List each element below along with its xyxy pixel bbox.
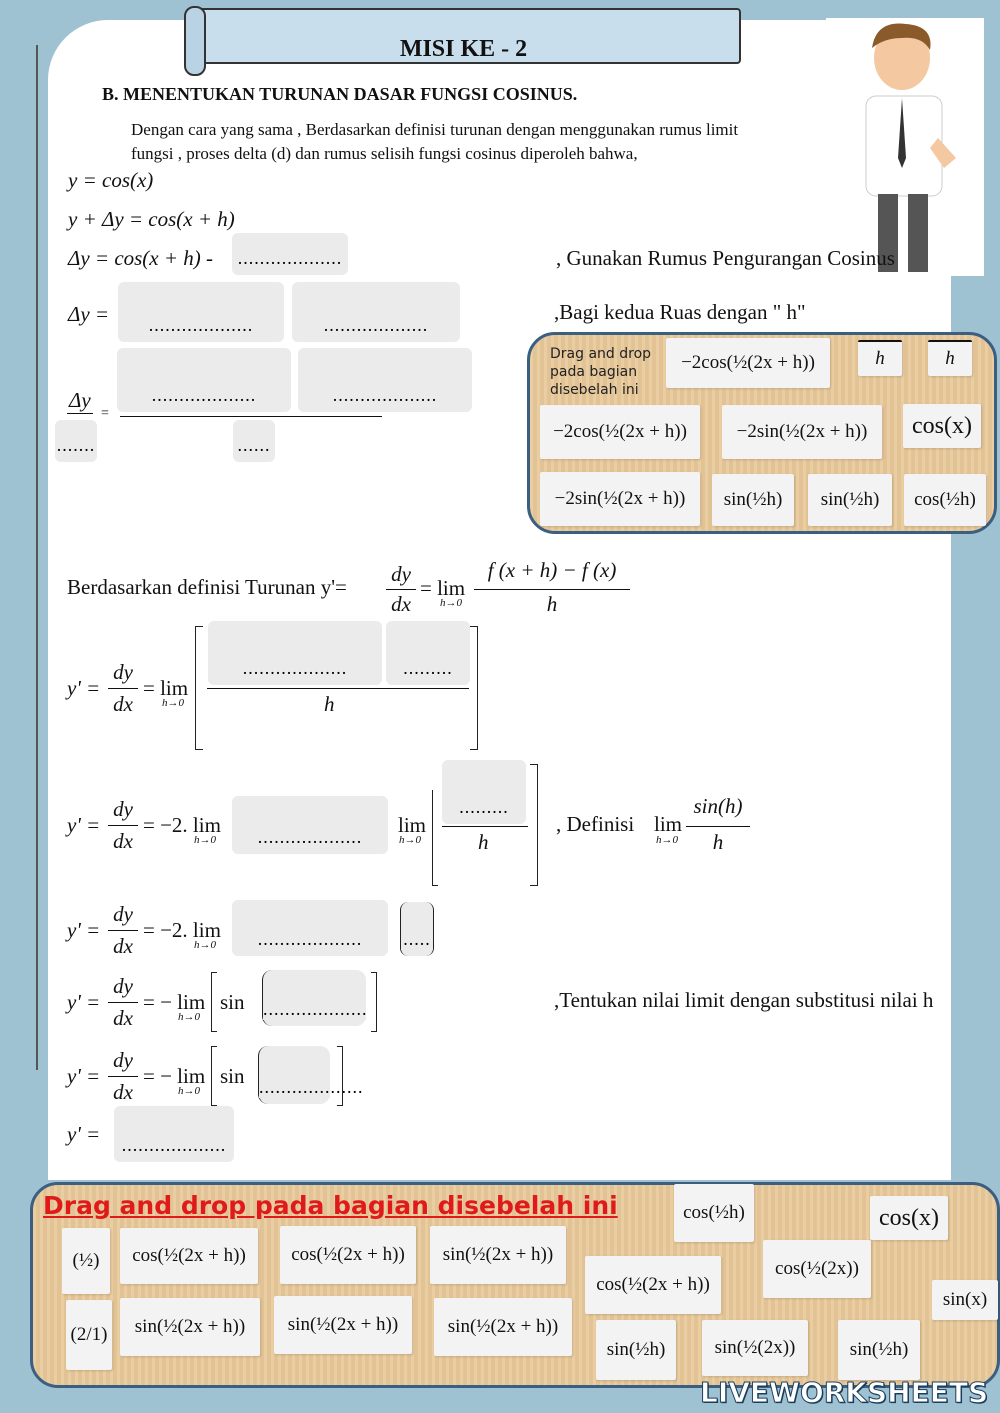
rowA-lim-sub: h→0 [162, 697, 184, 709]
rowE-dx: dx [113, 1080, 133, 1104]
tile-bottom-2[interactable]: (½) [62, 1228, 110, 1294]
note-lim-sub: h→0 [656, 834, 678, 846]
drag-palette-top-label: Drag and drop pada bagian disebelah ini [550, 346, 652, 398]
rowA-yprime: y' = [67, 676, 101, 700]
drop-zone-final-blank: ................... [114, 1135, 234, 1156]
drop-zone-eq5-den-left[interactable] [55, 420, 97, 462]
rowD-neglim: = − lim [143, 990, 206, 1014]
drop-zone-rowC-a-blank: ................... [232, 929, 388, 950]
rowB-dx: dx [113, 829, 133, 853]
drop-zone-final[interactable] [114, 1106, 234, 1162]
note-bar [686, 826, 750, 827]
tile-bottom-10[interactable]: sin(½(2x + h)) [120, 1298, 260, 1356]
tile-top-5[interactable]: cos(x) [903, 404, 981, 448]
drop-zone-rowE[interactable] [258, 1046, 364, 1104]
rowB-lim2: lim [398, 813, 427, 837]
rowB-neg2lim: = −2. lim [143, 813, 221, 837]
rowA-dy-bar [108, 688, 138, 689]
def-denominator: h [546, 592, 558, 616]
drop-zone-eq3-blank: ................... [232, 248, 348, 269]
teacher-figure-icon [826, 18, 984, 276]
note-substitution: ,Tentukan nilai limit dengan substitusi nilai h [554, 988, 934, 1012]
drop-zone-rowA-b[interactable] [386, 621, 470, 685]
fraction-bar-eq5 [120, 416, 382, 417]
tile-bottom-0[interactable]: cos(½h) [674, 1184, 754, 1242]
drag-palette-bottom-label: Drag and drop pada bagian disebelah ini [43, 1191, 618, 1220]
equation-5-numerator: Δy [69, 388, 91, 412]
rowA-h: h [324, 692, 335, 716]
rowD-dy: dy [113, 974, 133, 998]
rowD-sin: sin [220, 990, 245, 1014]
rowD-dy-bar [108, 1002, 138, 1003]
equation-2: y + Δy = cos(x + h) [68, 207, 235, 231]
note-cosine-subtraction: , Gunakan Rumus Pengurangan Cosinus [556, 246, 895, 270]
note-lim: lim [654, 812, 683, 836]
drop-zone-rowB-a-blank: ................... [232, 827, 388, 848]
def-fraction-bar [474, 589, 630, 590]
drop-zone-rowD[interactable] [262, 970, 366, 1026]
rowB-dy: dy [113, 797, 133, 821]
rowC-dy: dy [113, 902, 133, 926]
drop-zone-rowB-a[interactable] [232, 796, 388, 854]
tile-bottom-11[interactable]: sin(½(2x + h)) [274, 1296, 412, 1354]
note-divide-by-h: ,Bagi kedua Ruas dengan " h" [554, 300, 806, 324]
drop-zone-rowD-blank: ................... [263, 999, 368, 1019]
banner-title: MISI KE - 2 [399, 36, 528, 62]
rowE-neglim: = − lim [143, 1064, 206, 1088]
logo-text: LIVEWORKSHEETS [700, 1376, 989, 1409]
drop-zone-rowE-blank: ................... [259, 1077, 364, 1097]
drop-zone-eq5-den[interactable] [233, 420, 275, 462]
drop-zone-eq5-num-a[interactable] [117, 348, 291, 412]
drop-zone-rowB-b-blank: ......... [442, 797, 526, 818]
def-lim-sub: h→0 [440, 597, 462, 609]
equation-5-equals: = [101, 406, 109, 421]
tile-bottom-4[interactable]: cos(½(2x + h)) [280, 1226, 416, 1284]
drop-zone-rowC-b[interactable] [400, 902, 434, 956]
rowA-bracket-right [470, 626, 478, 750]
tile-top-7[interactable]: sin(½h) [712, 474, 794, 526]
rowE-bracket-left [211, 1046, 217, 1106]
tile-bottom-1[interactable]: cos(x) [870, 1196, 948, 1240]
section-heading: B. MENENTUKAN TURUNAN DASAR FUNGSI COSINUS. [102, 84, 578, 104]
tile-bottom-12[interactable]: sin(½(2x + h)) [434, 1298, 572, 1356]
rowB-lim2-sub: h→0 [399, 834, 421, 846]
intro-line-2: fungsi , proses delta (d) dan rumus selisih fungsi cosinus diperoleh bahwa, [131, 144, 638, 163]
intro-line-1: Dengan cara yang sama , Berdasarkan definisi turunan dengan menggunakan rumus limit [131, 120, 739, 139]
tile-bottom-13[interactable]: sin(½h) [596, 1320, 676, 1380]
tile-bottom-5[interactable]: sin(½(2x + h)) [430, 1226, 566, 1284]
rowB-yprime: y' = [67, 813, 101, 837]
liveworksheets-logo [700, 1376, 988, 1409]
derivative-definition-text: Berdasarkan definisi Turunan y'= [67, 575, 347, 599]
tile-bottom-6[interactable]: cos(½(2x + h)) [585, 1256, 721, 1314]
rowF-yprime: y' = [67, 1122, 101, 1146]
rowC-yprime: y' = [67, 918, 101, 942]
tile-top-2[interactable]: h [928, 340, 972, 376]
drop-zone-eq5-den-left-blank: ....... [56, 435, 96, 455]
rowE-bracket-right [337, 1046, 343, 1106]
drop-zone-rowA-a[interactable] [208, 621, 382, 685]
drop-zone-eq4-a[interactable] [118, 282, 284, 342]
rowB-dy-bar [108, 825, 138, 826]
rowA-dx: dx [113, 692, 133, 716]
drop-zone-eq5-num-b-blank: ................... [298, 385, 472, 406]
drop-zone-eq5-num-a-blank: ................... [117, 385, 291, 406]
rowC-lim-sub: h→0 [194, 939, 216, 951]
drop-zone-eq5-num-b[interactable] [298, 348, 472, 412]
rowA-lim: = lim [143, 676, 189, 700]
rowD-lim-sub: h→0 [178, 1011, 200, 1023]
tile-bottom-7[interactable]: cos(½(2x)) [763, 1240, 871, 1298]
tile-top-8[interactable]: sin(½h) [808, 474, 892, 526]
tile-bottom-15[interactable]: sin(½h) [838, 1320, 920, 1380]
drop-zone-rowB-b[interactable] [442, 760, 526, 824]
tile-top-1[interactable]: h [858, 340, 902, 376]
teacher-illustration [826, 18, 984, 276]
equation-1: y = cos(x) [68, 168, 154, 192]
margin-line [36, 45, 38, 1070]
rowD-bracket-right [371, 972, 377, 1032]
rowA-dy: dy [113, 660, 133, 684]
rowA-fraction-bar [207, 688, 469, 689]
tile-bottom-14[interactable]: sin(½(2x)) [702, 1320, 808, 1376]
tile-top-6[interactable]: −2sin(½(2x + h)) [540, 472, 700, 526]
rowB-h: h [478, 830, 489, 854]
rowD-bracket-left [211, 972, 217, 1032]
rowC-neg2lim: = −2. lim [143, 918, 221, 942]
def-dy-bar [386, 589, 416, 590]
tile-top-4[interactable]: −2sin(½(2x + h)) [722, 405, 882, 459]
rowB-bracket-right [530, 764, 538, 886]
rowE-sin: sin [220, 1064, 245, 1088]
tile-top-0[interactable]: −2cos(½(2x + h)) [666, 338, 830, 388]
drop-zone-rowA-a-blank: ................... [208, 658, 382, 679]
rowC-dy-bar [108, 930, 138, 931]
rowA-bracket-left [195, 626, 203, 750]
tile-bottom-3[interactable]: cos(½(2x + h)) [120, 1228, 258, 1284]
tile-bottom-9[interactable]: (2/1) [66, 1300, 112, 1370]
note-definition: , Definisi [556, 812, 635, 836]
drop-zone-eq4-b-blank: ................... [292, 315, 460, 336]
drop-zone-eq4-b[interactable] [292, 282, 460, 342]
rowE-dy: dy [113, 1048, 133, 1072]
drop-zone-eq4-a-blank: ................... [118, 315, 284, 336]
rowC-dx: dx [113, 934, 133, 958]
rowE-yprime: y' = [67, 1064, 101, 1088]
drop-zone-rowC-a[interactable] [232, 900, 388, 956]
note-h: h [712, 830, 724, 854]
tile-bottom-8[interactable]: sin(x) [932, 1280, 998, 1320]
drop-zone-rowC-b-blank: ..... [401, 929, 433, 950]
def-equals-lim: = lim [420, 576, 466, 600]
def-dy: dy [391, 562, 411, 586]
equation-3: Δy = cos(x + h) - [68, 246, 214, 270]
equation-4: Δy = [68, 302, 110, 326]
rowE-dy-bar [108, 1076, 138, 1077]
def-dx: dx [391, 592, 411, 616]
rowE-lim-sub: h→0 [178, 1085, 200, 1097]
tile-top-3[interactable]: −2cos(½(2x + h)) [540, 405, 700, 459]
tile-top-9[interactable]: cos(½h) [904, 474, 986, 526]
drop-zone-eq3[interactable] [232, 233, 348, 275]
rowB-bracket-left [432, 790, 438, 886]
rowB-lim-sub: h→0 [194, 834, 216, 846]
rowD-dx: dx [113, 1006, 133, 1030]
title-banner [186, 8, 741, 64]
drop-zone-rowA-b-blank: ......... [386, 658, 470, 679]
def-numerator: f (x + h) − f (x) [487, 558, 617, 582]
rowD-yprime: y' = [67, 990, 101, 1014]
drop-zone-eq5-den-blank: ...... [233, 435, 275, 456]
rowB-fraction-bar [442, 826, 528, 827]
note-sinh: sin(h) [693, 794, 743, 818]
